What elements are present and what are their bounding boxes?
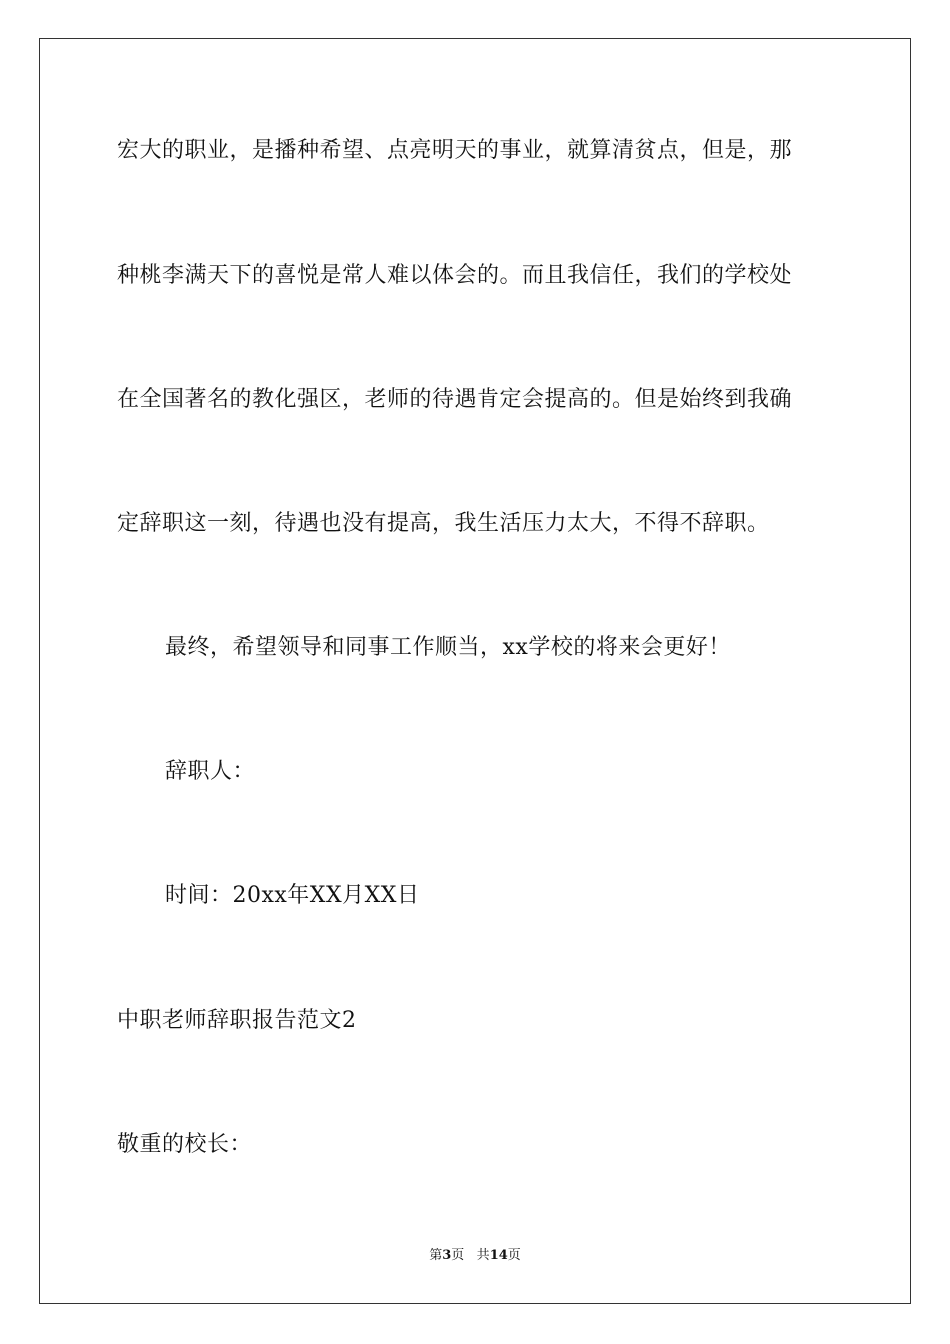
date-line: 时间：20xx年XX月XX日 — [165, 883, 420, 908]
salutation: 敬重的校长： — [117, 1132, 253, 1157]
section-title: 中职老师辞职报告范文2 — [117, 1008, 357, 1033]
page-suffix: 页 — [451, 1248, 465, 1263]
page-number: 3 — [442, 1248, 452, 1263]
total-prefix: 共 — [476, 1248, 490, 1263]
body-line-3: 在全国著名的教化强区，老师的待遇肯定会提高的。但是始终到我确 — [117, 387, 793, 412]
page-footer — [0, 1247, 950, 1265]
body-line-2: 种桃李满天下的喜悦是常人难以体会的。而且我信任，我们的学校处 — [117, 263, 793, 288]
total-suffix: 页 — [507, 1248, 521, 1263]
page-prefix: 第 — [429, 1248, 443, 1263]
closing-line: 最终，希望领导和同事工作顺当，xx学校的将来会更好！ — [165, 635, 731, 660]
body-line-1: 宏大的职业，是播种希望、点亮明天的事业，就算清贫点，但是，那 — [117, 138, 793, 163]
total-pages: 14 — [489, 1248, 508, 1263]
signature-label: 辞职人： — [165, 759, 256, 784]
body-line-4: 定辞职这一刻，待遇也没有提高，我生活压力太大，不得不辞职。 — [117, 511, 770, 536]
page-border — [39, 38, 911, 1304]
